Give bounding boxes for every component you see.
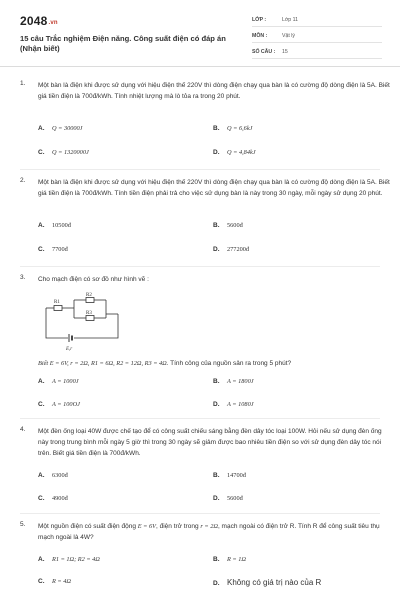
option-b[interactable] [213, 222, 243, 229]
option-value: 14700đ [227, 472, 246, 479]
question-text [38, 358, 390, 369]
label-r2: R2 [86, 293, 92, 298]
option-a[interactable] [38, 125, 82, 132]
option-value: 4900đ [52, 495, 68, 502]
option-value: R = 1Ω [227, 556, 246, 563]
meta-row-class [252, 14, 382, 27]
option-value: R1 = 1Ω; R2 = 4Ω [52, 556, 100, 563]
resistor-r1 [54, 306, 62, 311]
option-label: C. [38, 246, 45, 253]
question-divider [20, 513, 380, 514]
question-text: Một đèn ống loại 40W được chế tạo để có công suất chiếu sáng bằng đèn dây tóc loại 100W. Hỏi nếu sử dụng đèn ống này trong trung bình mỗi ngày 5 giờ thì trong 30 ngày sẽ giảm được bao nhiêu tiền điện so với sử dụng đèn dây tóc nói trên. Biết giá tiền điện là 700đ/kWh. [38, 428, 382, 457]
option-label: B. [213, 556, 220, 563]
option-label: C. [38, 149, 45, 156]
option-value: Q = 30000J [52, 125, 83, 132]
option-label: B. [213, 222, 220, 229]
meta-key: MÔN : [252, 33, 268, 39]
label-r1: R1 [54, 300, 60, 305]
document-meta [252, 14, 382, 62]
meta-value: Vật lý [282, 33, 295, 39]
emf-value: E = 6V [137, 523, 156, 530]
option-label: D. [213, 495, 220, 502]
question-5 [20, 521, 390, 587]
question-text: Một bàn là điện khi được sử dụng với hiệu điện thế 220V thì dòng điện chạy qua bàn là có cường độ dòng điện là 5A. Biết giá tiền điện là 700đ/kWh. Tính tiền điện phải trả cho việc sử dụng bàn là này trong 30 ngày, mỗi ngày sử dụng 20 phút. [38, 179, 390, 197]
meta-key: SỐ CÂU : [252, 49, 276, 55]
option-c[interactable] [38, 149, 89, 156]
option-d[interactable] [213, 401, 254, 408]
resistance-value: r = 2Ω [200, 523, 218, 530]
option-a[interactable] [38, 222, 71, 229]
option-b[interactable] [213, 472, 246, 479]
option-value: 277200đ [227, 246, 250, 253]
option-value: A = 1080J [227, 401, 254, 408]
option-label: B. [213, 125, 220, 132]
document-title: 15 câu Trắc nghiệm Điện năng. Công suất điện có đáp án (Nhận biết) [20, 34, 226, 53]
option-label: A. [38, 125, 45, 132]
option-c[interactable] [38, 495, 68, 502]
option-c[interactable] [38, 578, 71, 585]
option-label: D. [213, 580, 220, 587]
option-label: B. [213, 472, 220, 479]
option-a[interactable] [38, 472, 68, 479]
question-1 [20, 80, 390, 156]
option-value: Q = 4,84kJ [227, 149, 256, 156]
option-label: B. [213, 378, 220, 385]
option-label: D. [213, 246, 220, 253]
option-label: A. [38, 472, 45, 479]
label-r3: R3 [86, 311, 92, 316]
question-text: Cho mạch điện có sơ đồ như hình vẽ : [38, 276, 149, 283]
option-label: A. [38, 378, 45, 385]
circuit-diagram [38, 290, 128, 354]
question-number: 5. [20, 521, 26, 528]
question-number: 3. [20, 274, 26, 281]
question-number: 1. [20, 80, 26, 87]
header-divider [0, 66, 400, 67]
site-logo[interactable] [20, 14, 58, 28]
given-values: Biết E = 6V, r = 2Ω, R1 = 6Ω, R2 = 12Ω, R3 = 4Ω. [38, 360, 169, 367]
question-ask: Tính công của nguồn sản ra trong 5 phút? [168, 360, 292, 367]
question-3 [20, 274, 390, 285]
logo-text: 2048 [20, 14, 48, 28]
logo-tld: .vn [48, 20, 58, 26]
question-divider [20, 418, 380, 419]
option-value: R = 4Ω [52, 578, 71, 585]
option-c[interactable] [38, 401, 80, 408]
option-b[interactable] [213, 556, 246, 563]
meta-value: 15 [282, 49, 288, 55]
text-part: , điện trở trong [156, 523, 201, 530]
option-value: 5600đ [227, 222, 243, 229]
option-value: A = 1800J [227, 378, 254, 385]
option-value: 5600đ [227, 495, 243, 502]
option-label: C. [38, 578, 45, 585]
option-label: C. [38, 495, 45, 502]
option-label: A. [38, 556, 45, 563]
option-d[interactable] [213, 149, 256, 156]
option-value: A = 1000J [52, 378, 79, 385]
option-value: A = 100OJ [52, 401, 80, 408]
option-label: D. [213, 149, 220, 156]
question-text: Một bàn là điện khi được sử dụng với hiệu điện thế 220V thì dòng điện chạy qua bàn là có cường độ dòng điện là 5A. Biết giá tiền điện là 700đ/kWh. Tính nhiệt lượng mà lò tỏa ra trong 20 phút. [38, 82, 390, 100]
text-part: , mạch ngoài có điện trở R. Tính R để công suất tiêu thụ mạch ngoài là 4W? [38, 523, 380, 541]
resistor-r3 [86, 316, 94, 321]
option-value: 6300đ [52, 472, 68, 479]
resistor-r2 [86, 298, 94, 303]
meta-row-count [252, 46, 382, 59]
option-d[interactable] [213, 246, 249, 253]
option-value: 7700đ [52, 246, 68, 253]
option-c[interactable] [38, 246, 68, 253]
question-text [38, 521, 390, 543]
question-number: 2. [20, 177, 26, 184]
meta-value: Lớp 11 [282, 17, 298, 23]
question-divider [20, 266, 380, 267]
meta-key: LỚP : [252, 17, 267, 23]
option-value: Q = 1320000J [52, 149, 89, 156]
option-value: 10500đ [52, 222, 71, 229]
option-value: Không có giá trị nào của R [227, 578, 322, 587]
question-number: 4. [20, 426, 26, 433]
option-b[interactable] [213, 378, 254, 385]
question-2 [20, 177, 390, 253]
page-header [0, 0, 400, 64]
option-label: D. [213, 401, 220, 408]
option-value: Q = 6,6kJ [227, 125, 253, 132]
option-d[interactable] [213, 578, 321, 587]
option-a[interactable] [38, 378, 79, 385]
meta-row-subject [252, 30, 382, 43]
question-3-given [20, 358, 390, 408]
question-divider [20, 169, 380, 170]
option-b[interactable] [213, 125, 252, 132]
text-part: Một nguồn điện có suất điện động [38, 523, 138, 530]
question-4 [20, 426, 390, 502]
option-label: A. [38, 222, 45, 229]
option-a[interactable] [38, 556, 100, 563]
label-source: E,r [66, 347, 73, 352]
option-d[interactable] [213, 495, 243, 502]
option-label: C. [38, 401, 45, 408]
